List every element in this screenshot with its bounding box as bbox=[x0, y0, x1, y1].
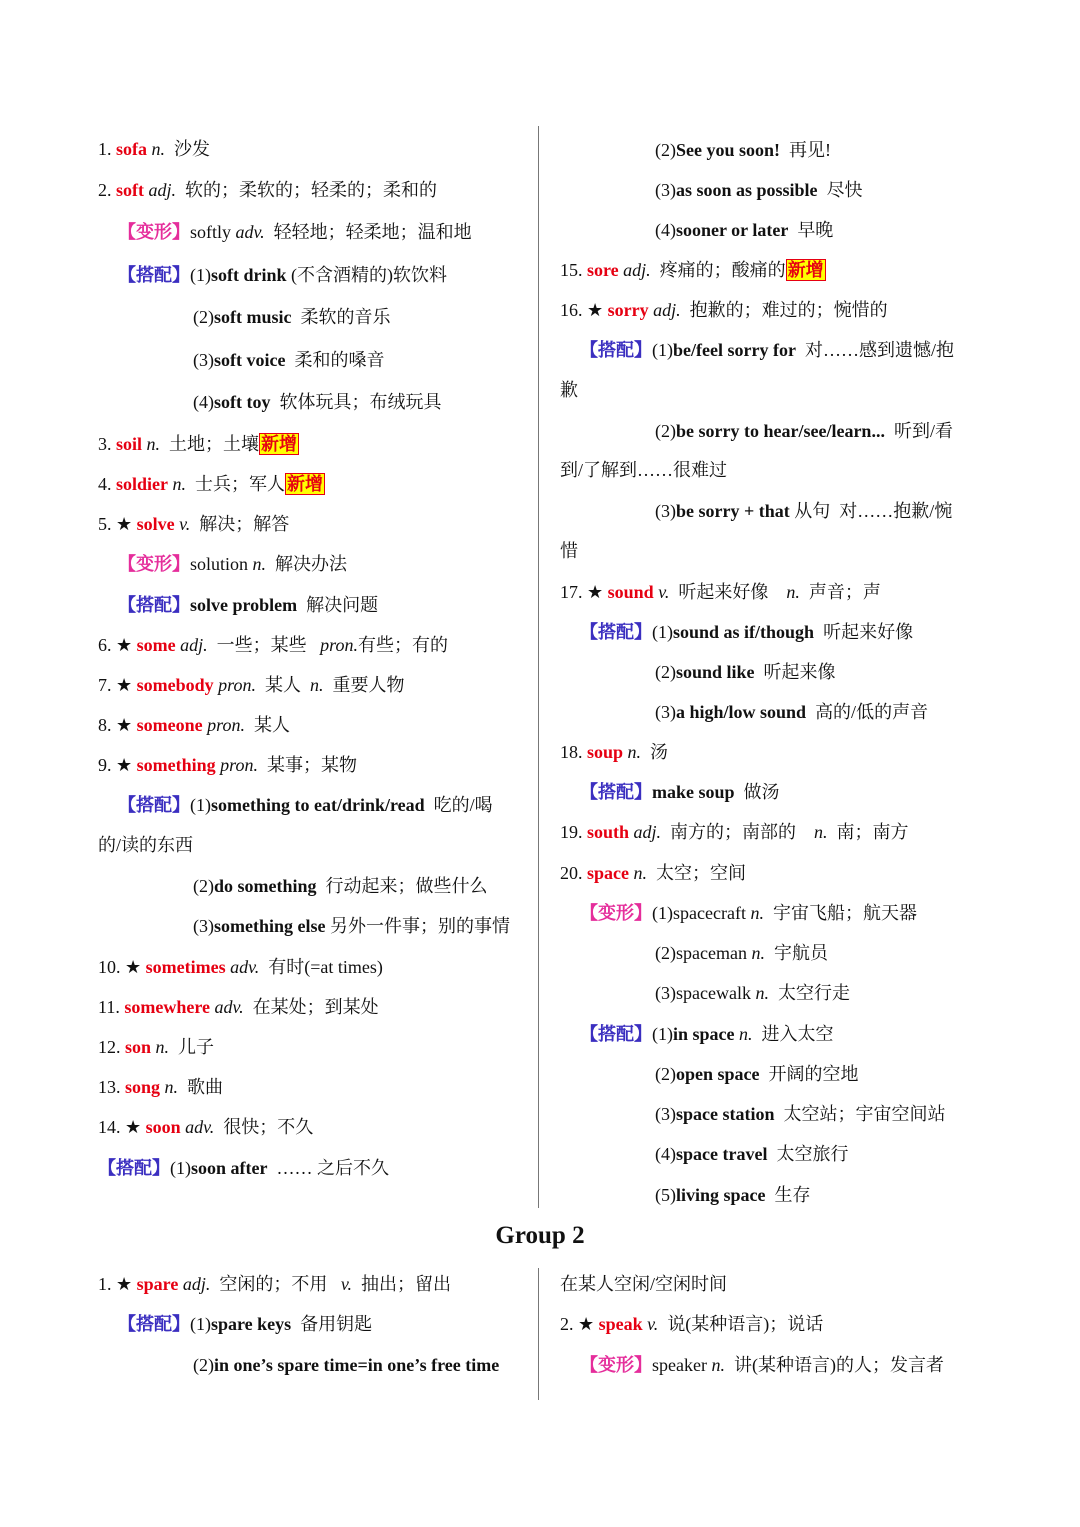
headword: south bbox=[587, 822, 630, 842]
headword: song bbox=[125, 1077, 161, 1097]
dapei-tag: 【搭配】 bbox=[118, 1314, 190, 1334]
entry-something: 9. ★ something pron. 某事；某物 bbox=[98, 755, 357, 775]
headword: speak bbox=[598, 1314, 643, 1334]
entry-space: 20. space n. 太空；空间 bbox=[560, 863, 746, 883]
dapei-tag: 【搭配】 bbox=[118, 265, 190, 285]
entry-some: 6. ★ some adj. 一些；某些 pron.有些；有的 bbox=[98, 635, 448, 655]
entry-soon: 14. ★ soon adv. 很快；不久 bbox=[98, 1117, 314, 1137]
entry-sometimes: 10. ★ sometimes adv. 有时(=at times) bbox=[98, 957, 383, 977]
dapei-tag: 【搭配】 bbox=[580, 622, 652, 642]
column-divider-2 bbox=[538, 1268, 539, 1400]
entry-sofa: 1. sofa n. 沙发 bbox=[98, 139, 210, 159]
headword: sorry bbox=[607, 300, 649, 320]
headword: somewhere bbox=[124, 997, 210, 1017]
dapei-line-cont: 歉 bbox=[560, 380, 578, 400]
bianxing-tag: 【变形】 bbox=[118, 554, 190, 574]
new-badge: 新增 bbox=[287, 474, 323, 494]
entry-speak: 2. ★ speak v. 说(某种语言)；说话 bbox=[560, 1314, 824, 1334]
dapei-line: (3)space station 太空站；宇宙空间站 bbox=[655, 1104, 946, 1124]
star-icon: ★ bbox=[116, 1274, 133, 1294]
headword: sound bbox=[607, 582, 654, 602]
star-icon: ★ bbox=[578, 1314, 595, 1334]
dapei-tag: 【搭配】 bbox=[118, 795, 190, 815]
dapei-line: 【搭配】solve problem 解决问题 bbox=[118, 595, 379, 615]
star-icon: ★ bbox=[116, 514, 133, 534]
headword: sofa bbox=[116, 139, 147, 159]
dapei-line: (3)a high/low sound 高的/低的声音 bbox=[655, 702, 929, 722]
dapei-line: 【搭配】(1)spare keys 备用钥匙 bbox=[118, 1314, 373, 1334]
bianxing-tag: 【变形】 bbox=[580, 1355, 652, 1375]
star-icon: ★ bbox=[116, 635, 133, 655]
bianxing-line: 【变形】solution n. 解决办法 bbox=[118, 554, 348, 574]
dapei-line: (4)space travel 太空旅行 bbox=[655, 1144, 849, 1164]
bianxing-tag: 【变形】 bbox=[580, 903, 652, 923]
entry-someone: 8. ★ someone pron. 某人 bbox=[98, 715, 290, 735]
headword: soup bbox=[587, 742, 624, 762]
headword: solve bbox=[136, 514, 175, 534]
dapei-line: (4)soft toy 软体玩具；布绒玩具 bbox=[193, 392, 442, 412]
headword: somebody bbox=[136, 675, 214, 695]
dapei-line: 【搭配】(1)something to eat/drink/read 吃的/喝 bbox=[118, 795, 493, 815]
bianxing-line: 【变形】speaker n. 讲(某种语言)的人；发言者 bbox=[580, 1355, 944, 1375]
star-icon: ★ bbox=[116, 675, 133, 695]
headword: soft bbox=[116, 180, 144, 200]
dapei-line: (2)do something 行动起来；做些什么 bbox=[193, 876, 488, 896]
bianxing-tag: 【变形】 bbox=[118, 222, 190, 242]
star-icon: ★ bbox=[587, 300, 604, 320]
dapei-line: (3)as soon as possible 尽快 bbox=[655, 180, 863, 200]
column-divider bbox=[538, 126, 539, 1208]
headword: soil bbox=[116, 434, 143, 454]
headword: soon bbox=[145, 1117, 181, 1137]
entry-soft: 2. soft adj. 软的；柔软的；轻柔的；柔和的 bbox=[98, 180, 438, 200]
dapei-line-cont: 到/了解到……很难过 bbox=[560, 460, 728, 480]
star-icon: ★ bbox=[116, 755, 133, 775]
entry-solve: 5. ★ solve v. 解决；解答 bbox=[98, 514, 290, 534]
star-icon: ★ bbox=[587, 582, 604, 602]
entry-spare: 1. ★ spare adj. 空闲的；不用 v. 抽出；留出 bbox=[98, 1274, 451, 1294]
entry-son: 12. son n. 儿子 bbox=[98, 1037, 215, 1057]
dapei-line-cont: 在某人空闲/空闲时间 bbox=[560, 1274, 728, 1294]
headword: spare bbox=[136, 1274, 179, 1294]
dapei-line: 【搭配】(1)in space n. 进入太空 bbox=[580, 1024, 834, 1044]
dapei-line: (2)in one’s spare time=in one’s free time bbox=[193, 1355, 500, 1375]
entry-sorry: 16. ★ sorry adj. 抱歉的；难过的；惋惜的 bbox=[560, 300, 888, 320]
dapei-line: 【搭配】(1)be/feel sorry for 对……感到遗憾/抱 bbox=[580, 340, 954, 360]
dapei-line: (3)be sorry + that 从句 对……抱歉/惋 bbox=[655, 501, 953, 521]
dapei-line: (3)something else 另外一件事；别的事情 bbox=[193, 916, 510, 936]
dapei-line: (2)open space 开阔的空地 bbox=[655, 1064, 859, 1084]
entry-soup: 18. soup n. 汤 bbox=[560, 742, 669, 762]
entry-south: 19. south adj. 南方的；南部的 n. 南；南方 bbox=[560, 822, 909, 842]
dapei-tag: 【搭配】 bbox=[580, 782, 652, 802]
dapei-line: (2)sound like 听起来像 bbox=[655, 662, 836, 682]
dapei-line: (2)be sorry to hear/see/learn... 听到/看 bbox=[655, 421, 953, 441]
dapei-line: (2)soft music 柔软的音乐 bbox=[193, 307, 391, 327]
entry-song: 13. song n. 歌曲 bbox=[98, 1077, 224, 1097]
group-title: Group 2 bbox=[495, 1222, 585, 1249]
star-icon: ★ bbox=[116, 715, 133, 735]
dapei-line: 【搭配】(1)soon after …… 之后不久 bbox=[98, 1158, 389, 1178]
dapei-tag: 【搭配】 bbox=[118, 595, 190, 615]
dapei-line: 【搭配】make soup 做汤 bbox=[580, 782, 780, 802]
star-icon: ★ bbox=[125, 957, 142, 977]
entry-sore: 15. sore adj. 疼痛的；酸痛的 新增 bbox=[560, 260, 824, 280]
headword: son bbox=[125, 1037, 152, 1057]
bianxing-line: (3)spacewalk n. 太空行走 bbox=[655, 983, 850, 1003]
new-badge: 新增 bbox=[787, 260, 824, 280]
dapei-tag: 【搭配】 bbox=[98, 1158, 170, 1178]
dapei-line-cont: 的/读的东西 bbox=[98, 835, 194, 855]
headword: soldier bbox=[116, 474, 168, 494]
entry-soil: 3. soil n. 土地；土壤 新增 bbox=[98, 434, 298, 454]
star-icon: ★ bbox=[125, 1117, 142, 1137]
dapei-tag: 【搭配】 bbox=[580, 340, 652, 360]
dapei-tag: 【搭配】 bbox=[580, 1024, 652, 1044]
headword: space bbox=[587, 863, 629, 883]
headword: something bbox=[136, 755, 216, 775]
dapei-line: 【搭配】(1)sound as if/though 听起来好像 bbox=[580, 622, 914, 642]
entry-sound: 17. ★ sound v. 听起来好像 n. 声音；声 bbox=[560, 582, 881, 602]
entry-somebody: 7. ★ somebody pron. 某人 n. 重要人物 bbox=[98, 675, 405, 695]
dapei-line: (4)sooner or later 早晚 bbox=[655, 220, 834, 240]
entry-somewhere: 11. somewhere adv. 在某处；到某处 bbox=[98, 997, 379, 1017]
bianxing-line: 【变形】softly adv. 轻轻地；轻柔地；温和地 bbox=[118, 222, 472, 242]
entry-soldier: 4. soldier n. 士兵；军人 新增 bbox=[98, 474, 323, 494]
dapei-line-cont: 惜 bbox=[560, 541, 578, 561]
dapei-line: 【搭配】(1)soft drink (不含酒精的)软饮料 bbox=[118, 265, 448, 285]
bianxing-line: 【变形】(1)spacecraft n. 宇宙飞船；航天器 bbox=[580, 903, 917, 923]
dapei-line: (3)soft voice 柔和的嗓音 bbox=[193, 350, 385, 370]
headword: someone bbox=[136, 715, 203, 735]
dapei-line: (5)living space 生存 bbox=[655, 1185, 811, 1205]
dapei-line: (2)See you soon! 再见! bbox=[655, 140, 832, 160]
bianxing-line: (2)spaceman n. 宇航员 bbox=[655, 943, 828, 963]
headword: sometimes bbox=[145, 957, 226, 977]
headword: sore bbox=[587, 260, 619, 280]
headword: some bbox=[136, 635, 176, 655]
new-badge: 新增 bbox=[261, 434, 298, 454]
